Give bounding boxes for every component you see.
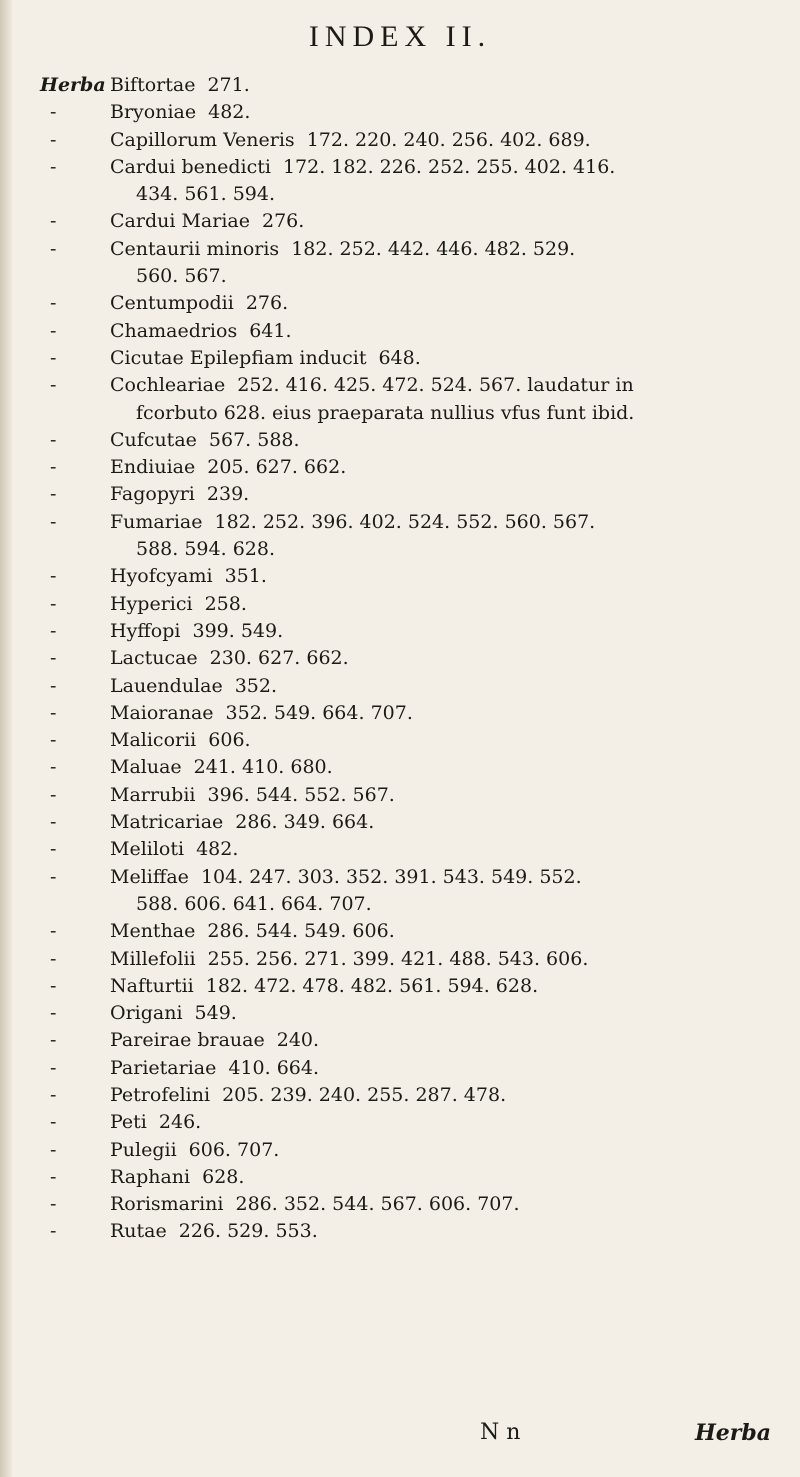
entry-name: Millefolii <box>110 947 196 970</box>
index-entry <box>40 1027 765 1054</box>
entry-page-refs: 628. <box>202 1165 245 1188</box>
entry-page-refs: 276. <box>261 210 305 233</box>
entry-page-refs: 172. 220. 240. 256. 402. 689. <box>306 128 591 151</box>
entry-lead: - <box>50 428 57 451</box>
index-entry <box>40 727 765 754</box>
index-entry <box>40 1137 765 1164</box>
index-entry <box>40 481 765 508</box>
entry-lead: - <box>50 865 57 888</box>
entry-lead: - <box>50 756 57 779</box>
entry-lead: - <box>50 1002 57 1025</box>
entry-lead: - <box>50 210 57 233</box>
entry-lead: - <box>50 483 57 506</box>
entry-name: Pulegii <box>110 1138 177 1161</box>
entry-name: Hyofcyami <box>110 565 213 588</box>
entry-lead: - <box>50 674 57 697</box>
entry-page-refs: 239. <box>206 483 250 506</box>
entry-name: Cochleariae <box>110 374 226 397</box>
entry-lead: - <box>50 101 57 124</box>
index-entry <box>40 1000 765 1027</box>
entry-name: Lactucae <box>110 647 198 670</box>
entry-page-refs: 567. 588. <box>208 428 300 451</box>
entry-lead: - <box>50 1111 57 1134</box>
index-entry <box>40 618 765 645</box>
index-entry <box>40 591 765 618</box>
entry-name: Fagopyri <box>110 483 195 506</box>
index-entry <box>40 290 765 317</box>
entry-name: Meliloti <box>110 838 185 861</box>
entry-lead: - <box>50 155 57 178</box>
entry-name: Meliffae <box>110 865 189 888</box>
entry-name: Capillorum Veneris <box>110 128 295 151</box>
entry-page-refs: 205. 627. 662. <box>207 456 347 479</box>
entry-page-refs: 549. <box>194 1002 237 1025</box>
entry-page-refs: 410. 664. <box>228 1056 320 1079</box>
entry-page-refs: 351. <box>224 565 267 588</box>
entry-page-refs: 252. 416. 425. 472. 524. 567. laudatur in <box>237 374 634 397</box>
entry-name: Maioranae <box>110 701 214 724</box>
index-entry <box>40 946 765 973</box>
index-entry <box>40 127 765 154</box>
entry-name: Malicorii <box>110 729 197 752</box>
entry-name: Cardui benedicti <box>110 155 271 178</box>
entry-name: Rorismarini <box>110 1193 224 1216</box>
entry-lead: Herba <box>40 74 106 96</box>
index-entry <box>40 509 765 564</box>
entry-name: Hyffopi <box>110 619 181 642</box>
entry-name: Cicutae Epilepfiam inducit <box>110 346 367 369</box>
index-entry <box>40 1191 765 1218</box>
index-entry <box>40 864 765 919</box>
index-entry <box>40 973 765 1000</box>
entry-page-refs: 276. <box>245 292 289 315</box>
index-entry <box>40 1109 765 1136</box>
index-entry <box>40 1218 765 1245</box>
entry-page-refs: 352. 549. 664. 707. <box>225 701 413 724</box>
entry-page-refs: 240. <box>276 1029 320 1052</box>
entry-continuation: 588. 594. 628. <box>136 538 275 561</box>
entry-name: Menthae <box>110 920 196 943</box>
entry-page-refs: 399. 549. <box>192 619 284 642</box>
entry-lead: - <box>50 1029 57 1052</box>
entry-page-refs: 172. 182. 226. 252. 255. 402. 416. <box>282 155 616 178</box>
entry-lead: - <box>50 565 57 588</box>
index-entry <box>40 563 765 590</box>
entry-page-refs: 182. 252. 442. 446. 482. 529. <box>291 237 576 260</box>
entry-page-refs: 104. 247. 303. 352. 391. 543. 549. 552. <box>200 865 582 888</box>
index-entry <box>40 782 765 809</box>
page-title: INDEX II. <box>308 20 492 53</box>
index-entry <box>40 836 765 863</box>
entry-page-refs: 482. <box>196 838 239 861</box>
entry-page-refs: 255. 256. 271. 399. 421. 488. 543. 606. <box>207 947 589 970</box>
entry-lead: - <box>50 1083 57 1106</box>
entry-continuation: 560. 567. <box>136 265 227 288</box>
entry-lead: - <box>50 1165 57 1188</box>
entry-name: Petrofelini <box>110 1083 211 1106</box>
index-entry <box>40 318 765 345</box>
entry-page-refs: 286. 352. 544. 567. 606. 707. <box>235 1193 520 1216</box>
entry-page-refs: 352. <box>234 674 278 697</box>
entry-name: Cardui Mariae <box>110 210 250 233</box>
entry-name: Nafturtii <box>110 974 194 997</box>
entry-name: Matricariae <box>110 811 224 834</box>
entry-lead: - <box>50 1056 57 1079</box>
entry-lead: - <box>50 729 57 752</box>
entry-lead: - <box>50 456 57 479</box>
index-entry-list <box>40 72 765 1246</box>
index-entry <box>40 700 765 727</box>
index-entry <box>40 754 765 781</box>
entry-lead: - <box>50 811 57 834</box>
entry-name: Maluae <box>110 756 182 779</box>
entry-continuation: fcorbuto 628. eius praeparata nullius vfus funt ibid. <box>136 401 635 424</box>
entry-continuation: 434. 561. 594. <box>136 183 275 206</box>
entry-page-refs: 606. <box>208 729 251 752</box>
entry-name: Marrubii <box>110 783 196 806</box>
entry-name: Cufcutae <box>110 428 197 451</box>
entry-page-refs: 286. 349. 664. <box>235 811 375 834</box>
entry-lead: - <box>50 920 57 943</box>
index-entry <box>40 454 765 481</box>
entry-lead: - <box>50 510 57 533</box>
entry-name: Centumpodii <box>110 292 234 315</box>
entry-lead: - <box>50 374 57 397</box>
entry-page-refs: 286. 544. 549. 606. <box>207 920 395 943</box>
index-entry <box>40 645 765 672</box>
entry-name: Hyperici <box>110 592 193 615</box>
entry-lead: - <box>50 292 57 315</box>
page-footer <box>0 1420 800 1450</box>
entry-lead: - <box>50 319 57 342</box>
index-entry <box>40 208 765 235</box>
entry-name: Bryoniae <box>110 101 197 124</box>
entry-lead: - <box>50 783 57 806</box>
index-entry <box>40 154 765 209</box>
index-entry <box>40 809 765 836</box>
entry-lead: - <box>50 1138 57 1161</box>
entry-page-refs: 205. 239. 240. 255. 287. 478. <box>222 1083 507 1106</box>
entry-name: Fumariae <box>110 510 203 533</box>
entry-page-refs: 241. 410. 680. <box>193 756 333 779</box>
entry-page-refs: 396. 544. 552. 567. <box>207 783 395 806</box>
index-entry <box>40 236 765 291</box>
entry-name: Origani <box>110 1002 183 1025</box>
index-entry <box>40 1055 765 1082</box>
entry-lead: - <box>50 947 57 970</box>
entry-name: Pareirae brauae <box>110 1029 265 1052</box>
index-entry <box>40 918 765 945</box>
entry-lead: - <box>50 619 57 642</box>
entry-lead: - <box>50 237 57 260</box>
index-entry <box>40 345 765 372</box>
entry-name: Rutae <box>110 1220 167 1243</box>
entry-continuation: 588. 606. 641. 664. 707. <box>136 892 372 915</box>
entry-lead: - <box>50 592 57 615</box>
entry-name: Lauendulae <box>110 674 223 697</box>
index-entry <box>40 1164 765 1191</box>
entry-lead: - <box>50 128 57 151</box>
entry-name: Endiuiae <box>110 456 196 479</box>
entry-page-refs: 182. 252. 396. 402. 524. 552. 560. 567. <box>214 510 596 533</box>
index-entry <box>40 427 765 454</box>
entry-page-refs: 230. 627. 662. <box>209 647 349 670</box>
catchword: Herba <box>695 1420 772 1446</box>
entry-name: Centaurii minoris <box>110 237 280 260</box>
index-entry <box>40 72 765 99</box>
entry-lead: - <box>50 1220 57 1243</box>
entry-name: Parietariae <box>110 1056 217 1079</box>
entry-page-refs: 258. <box>204 592 247 615</box>
entry-page-refs: 648. <box>378 346 421 369</box>
entry-page-refs: 482. <box>208 101 251 124</box>
entry-name: Biftortae <box>110 74 196 96</box>
entry-page-refs: 271. <box>207 74 250 96</box>
entry-name: Chamaedrios <box>110 319 238 342</box>
entry-page-refs: 246. <box>158 1111 202 1134</box>
entry-lead: - <box>50 701 57 724</box>
index-entry <box>40 99 765 126</box>
entry-lead: - <box>50 647 57 670</box>
signature-mark: N n <box>480 1420 521 1445</box>
entry-name: Peti <box>110 1111 147 1134</box>
entry-page-refs: 641. <box>249 319 292 342</box>
entry-lead: - <box>50 1193 57 1216</box>
entry-name: Raphani <box>110 1165 191 1188</box>
entry-lead: - <box>50 838 57 861</box>
entry-page-refs: 606. 707. <box>188 1138 280 1161</box>
index-entry <box>40 372 765 427</box>
entry-page-refs: 226. 529. 553. <box>178 1220 318 1243</box>
entry-page-refs: 182. 472. 478. 482. 561. 594. 628. <box>205 974 539 997</box>
entry-lead: - <box>50 974 57 997</box>
entry-lead: - <box>50 346 57 369</box>
index-entry <box>40 673 765 700</box>
page-gutter-shadow <box>0 0 12 1477</box>
index-entry <box>40 1082 765 1109</box>
